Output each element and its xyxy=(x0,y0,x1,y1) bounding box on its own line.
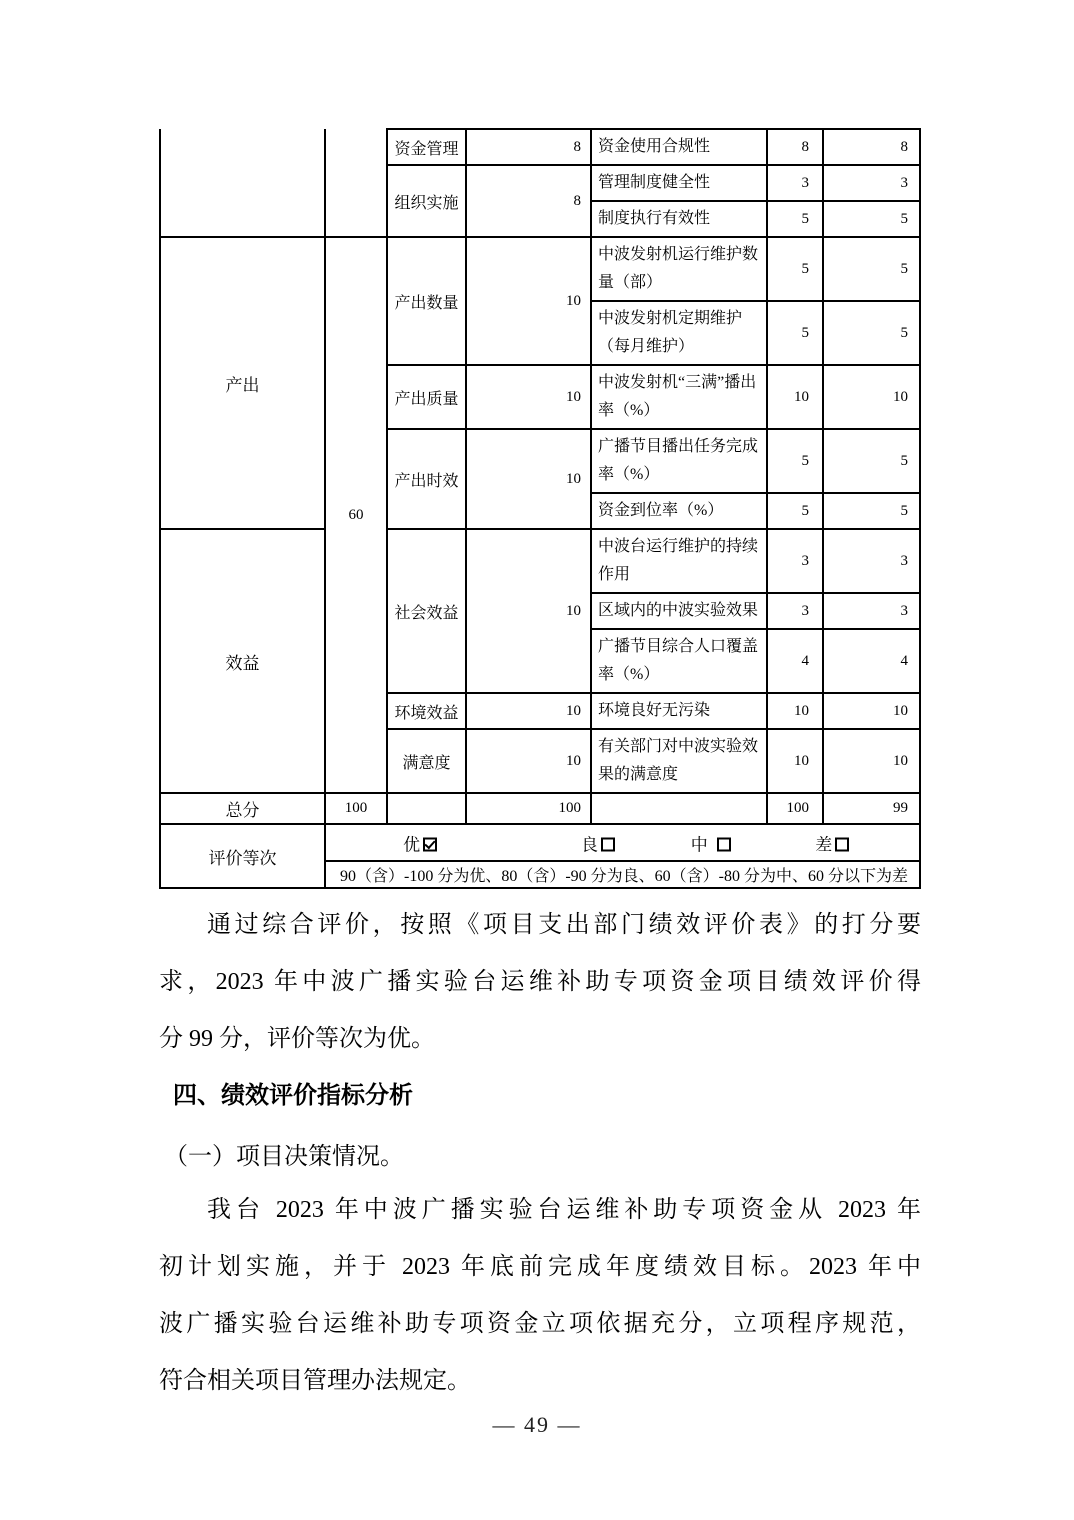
cell-indicator-name: 中波台运行维护的持续作用 xyxy=(591,529,767,593)
cell-indicator-name: 中波发射机“三满”播出率（%） xyxy=(591,365,767,429)
cell-indicator-actual: 3 xyxy=(823,529,920,593)
table-row xyxy=(160,237,920,301)
sub-heading: （一）项目决策情况。 xyxy=(164,1144,404,1170)
cell-total-actual: 99 xyxy=(823,793,920,824)
cell-indicator-actual: 3 xyxy=(823,593,920,629)
cell-indicator-score: 3 xyxy=(767,165,823,201)
paragraph-line: 求，2023 年中波广播实验台运维补助专项资金项目绩效评价得 xyxy=(159,969,921,995)
cell-sub-social-benefit: 社会效益 xyxy=(387,529,466,693)
cell-indicator-score: 8 xyxy=(767,129,823,165)
cell-indicator-actual: 5 xyxy=(823,201,920,237)
cell-grade-options xyxy=(325,824,920,861)
page-number: — 49 — xyxy=(492,1412,582,1437)
cell-empty xyxy=(387,793,466,824)
paragraph-line: 初计划实施，并于 2023 年底前完成年度绩效目标。2023 年中 xyxy=(159,1254,921,1280)
cell-sub-score: 10 xyxy=(466,365,591,429)
paragraph-line: 符合相关项目管理办法规定。 xyxy=(159,1368,471,1394)
cell-weight-60: 60 xyxy=(325,237,387,793)
cell-total-sub-score: 100 xyxy=(466,793,591,824)
performance-indicator-table xyxy=(159,128,921,889)
cell-indicator-name: 中波发射机定期维护（每月维护） xyxy=(591,301,767,365)
cell-indicator-score: 3 xyxy=(767,529,823,593)
cell-total-weight: 100 xyxy=(325,793,387,824)
cell-indicator-score: 5 xyxy=(767,201,823,237)
checkbox-empty-icon xyxy=(717,837,731,851)
cell-category-output: 产出 xyxy=(160,237,325,529)
cell-sub-env-benefit: 环境效益 xyxy=(387,693,466,729)
cell-indicator-name: 管理制度健全性 xyxy=(591,165,767,201)
cell-sub-org-impl: 组织实施 xyxy=(387,165,466,237)
cell-sub-output-quality: 产出质量 xyxy=(387,365,466,429)
grade-option-medium xyxy=(691,830,731,855)
section-heading: 四、绩效评价指标分析 xyxy=(173,1082,413,1109)
cell-sub-score: 8 xyxy=(466,129,591,165)
cell-sub-fund-mgmt: 资金管理 xyxy=(387,129,466,165)
grade-option-label: 差 xyxy=(815,835,833,854)
cell-category-continued xyxy=(160,129,325,237)
cell-indicator-score: 10 xyxy=(767,693,823,729)
cell-indicator-actual: 5 xyxy=(823,429,920,493)
paragraph-line: 我台 2023 年中波广播实验台运维补助专项资金从 2023 年 xyxy=(207,1197,921,1223)
grade-option-label: 中 xyxy=(690,835,708,854)
cell-indicator-actual: 8 xyxy=(823,129,920,165)
paragraph-line: 分 99 分，评价等次为优。 xyxy=(159,1026,435,1052)
grade-option-good xyxy=(581,830,615,855)
grade-option-poor xyxy=(815,830,849,855)
cell-indicator-score: 10 xyxy=(767,729,823,793)
cell-grade-label: 评价等次 xyxy=(160,824,325,888)
cell-total-ind-score: 100 xyxy=(767,793,823,824)
paragraph-line: 波广播实验台运维补助专项资金立项依据充分，立项程序规范， xyxy=(159,1311,921,1337)
paragraph-project-decision xyxy=(159,1182,921,1410)
cell-indicator-name: 广播节目播出任务完成率（%） xyxy=(591,429,767,493)
cell-grade-criteria: 90（含）-100 分为优、80（含）-90 分为良、60（含）-80 分为中、60 分以下为差 xyxy=(325,861,920,888)
cell-sub-score: 10 xyxy=(466,237,591,365)
cell-indicator-name: 有关部门对中波实验效果的满意度 xyxy=(591,729,767,793)
cell-category-benefit: 效益 xyxy=(160,529,325,793)
cell-indicator-actual: 10 xyxy=(823,729,920,793)
cell-indicator-name: 广播节目综合人口覆盖率（%） xyxy=(591,629,767,693)
cell-sub-score: 10 xyxy=(466,529,591,693)
cell-sub-score: 10 xyxy=(466,729,591,793)
cell-sub-satisfaction: 满意度 xyxy=(387,729,466,793)
cell-indicator-score: 3 xyxy=(767,593,823,629)
cell-indicator-actual: 4 xyxy=(823,629,920,693)
cell-empty xyxy=(591,793,767,824)
table-row xyxy=(160,529,920,593)
cell-indicator-score: 5 xyxy=(767,493,823,529)
cell-indicator-actual: 3 xyxy=(823,165,920,201)
cell-indicator-actual: 5 xyxy=(823,301,920,365)
cell-indicator-name: 资金使用合规性 xyxy=(591,129,767,165)
cell-weight-continued xyxy=(325,129,387,237)
cell-indicator-name: 中波发射机运行维护数量（部） xyxy=(591,237,767,301)
cell-indicator-actual: 10 xyxy=(823,365,920,429)
cell-indicator-name: 资金到位率（%） xyxy=(591,493,767,529)
cell-indicator-score: 5 xyxy=(767,237,823,301)
cell-indicator-score: 5 xyxy=(767,301,823,365)
checkbox-empty-icon xyxy=(835,837,849,851)
grade-option-label: 优 xyxy=(403,835,421,854)
grade-option-excellent xyxy=(403,830,437,855)
cell-indicator-score: 4 xyxy=(767,629,823,693)
grade-option-label: 良 xyxy=(580,835,598,854)
cell-indicator-name: 区域内的中波实验效果 xyxy=(591,593,767,629)
cell-sub-score: 10 xyxy=(466,693,591,729)
cell-indicator-score: 5 xyxy=(767,429,823,493)
table-row-total xyxy=(160,793,920,824)
cell-indicator-name: 制度执行有效性 xyxy=(591,201,767,237)
table-row xyxy=(160,129,920,165)
page-content xyxy=(159,128,921,1410)
cell-indicator-actual: 5 xyxy=(823,493,920,529)
cell-sub-output-qty: 产出数量 xyxy=(387,237,466,365)
cell-indicator-name: 环境良好无污染 xyxy=(591,693,767,729)
cell-sub-output-time: 产出时效 xyxy=(387,429,466,529)
grade-options-row xyxy=(326,826,919,859)
paragraph-evaluation-result xyxy=(159,897,921,1068)
cell-indicator-score: 10 xyxy=(767,365,823,429)
cell-indicator-actual: 10 xyxy=(823,693,920,729)
table-row-grade xyxy=(160,824,920,861)
cell-indicator-actual: 5 xyxy=(823,237,920,301)
cell-sub-score: 8 xyxy=(466,165,591,237)
checkbox-empty-icon xyxy=(601,837,615,851)
checkbox-checked-icon xyxy=(423,837,437,851)
cell-sub-score: 10 xyxy=(466,429,591,529)
cell-total-label: 总分 xyxy=(160,793,325,824)
paragraph-line: 通过综合评价，按照《项目支出部门绩效评价表》的打分要 xyxy=(207,912,921,938)
